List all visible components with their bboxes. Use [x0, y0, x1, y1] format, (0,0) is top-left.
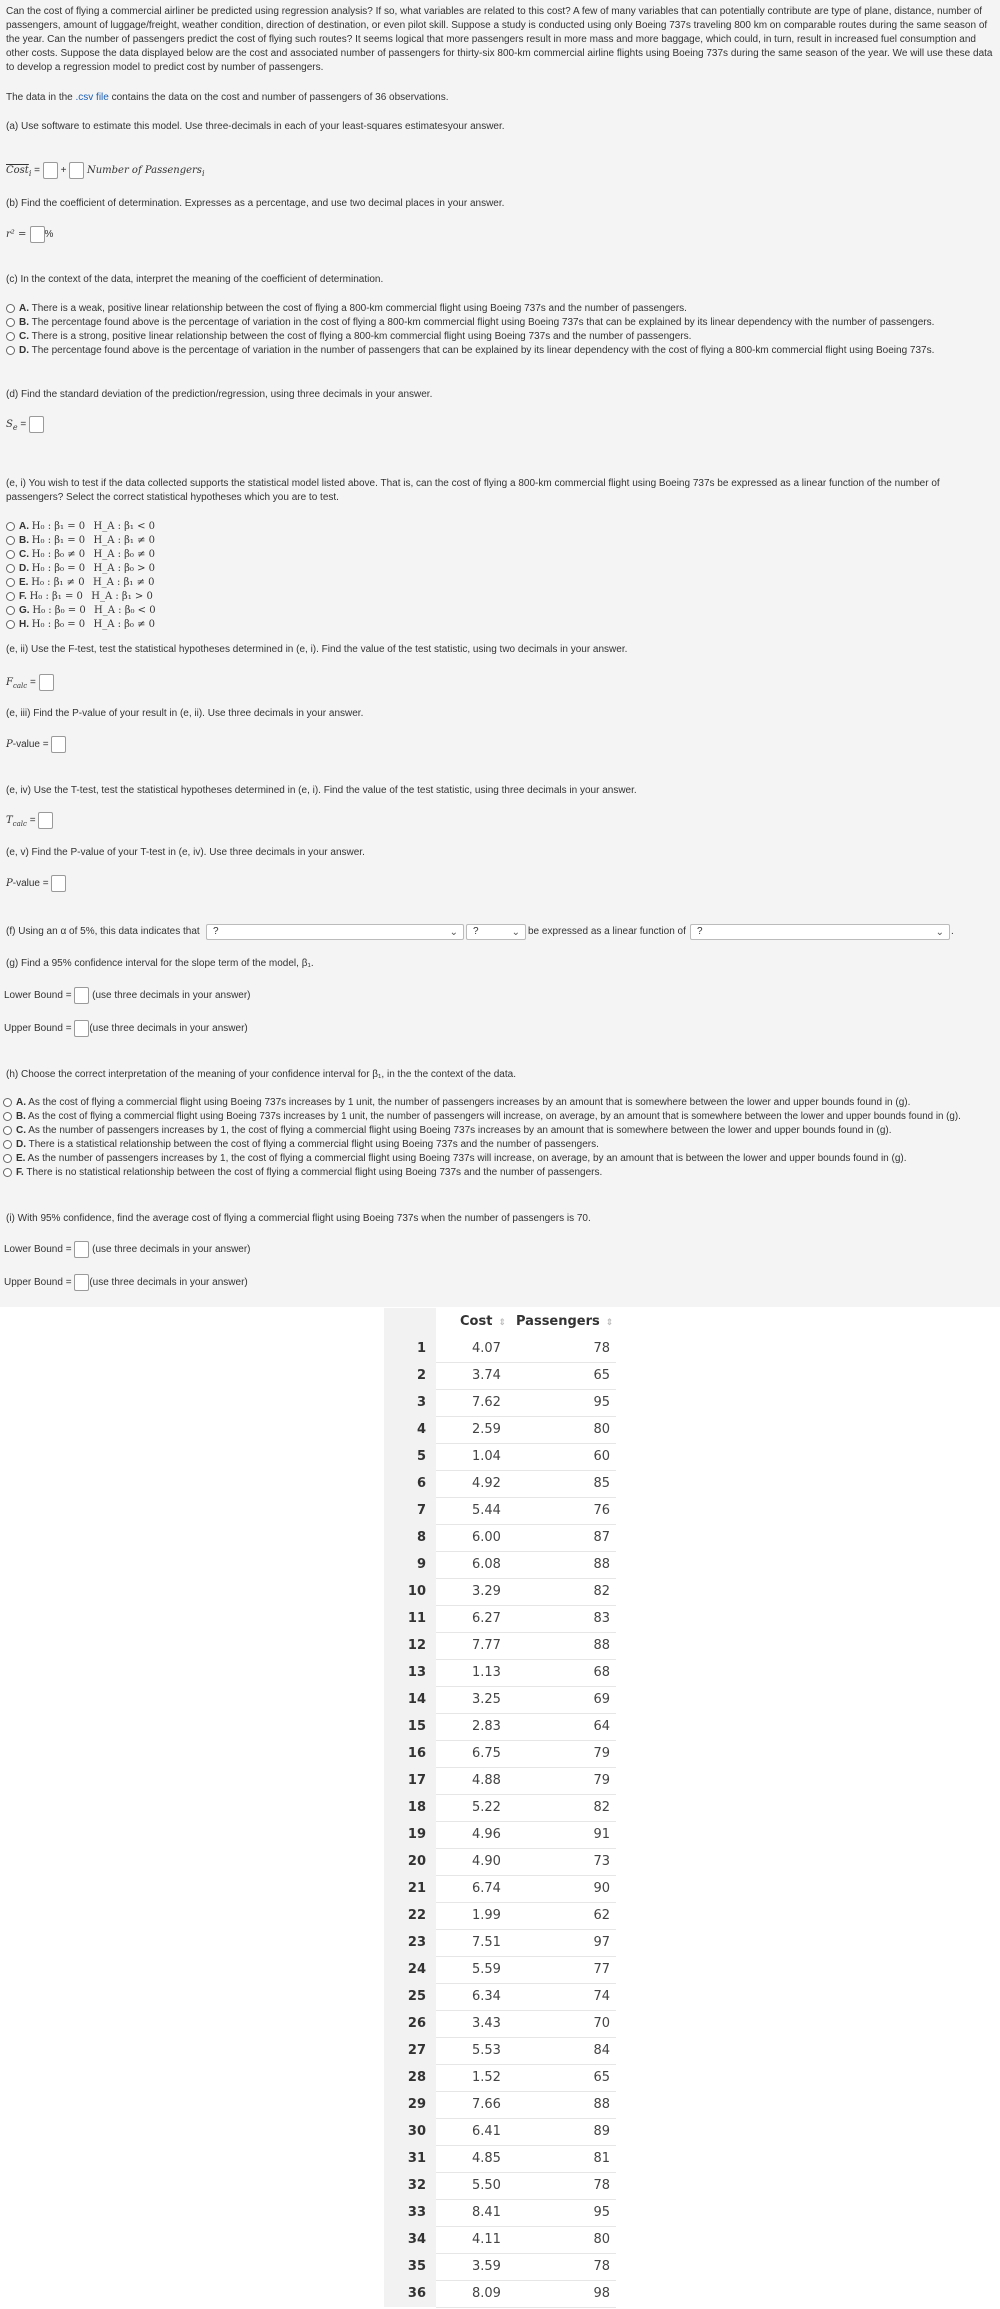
table-row — [384, 2253, 616, 2280]
passengers-cell: 65 — [514, 2064, 616, 2091]
table-row — [384, 1740, 616, 1767]
passengers-cell: 95 — [514, 2199, 616, 2226]
radio-icon[interactable] — [6, 564, 15, 573]
column-header-cost[interactable]: Cost ⇕ — [460, 1314, 506, 1329]
row-index: 26 — [384, 2010, 436, 2037]
passengers-cell: 88 — [514, 2091, 616, 2118]
passengers-cell: 97 — [514, 1929, 616, 1956]
table-row — [384, 1443, 616, 1470]
row-index: 27 — [384, 2037, 436, 2064]
table-row — [384, 2118, 616, 2145]
row-index: 5 — [384, 1443, 436, 1470]
part-ei-option-d[interactable]: D. H₀ : β₀ = 0 H_A : β₀ > 0 — [6, 562, 155, 576]
table-row — [384, 1767, 616, 1794]
table-row — [384, 2199, 616, 2226]
cost-cell: 6.27 — [436, 1605, 514, 1632]
passengers-cell: 74 — [514, 1983, 616, 2010]
chevron-down-icon: ⌄ — [449, 927, 458, 938]
passengers-cell: 62 — [514, 1902, 616, 1929]
part-b-equation: r² = % — [6, 226, 53, 243]
passengers-cell: 79 — [514, 1767, 616, 1794]
passengers-cell: 85 — [514, 1470, 616, 1497]
part-f-prefix: (f) Using an α of 5%, this data indicates that — [6, 926, 200, 937]
cost-cell: 7.77 — [436, 1632, 514, 1659]
table-row — [384, 1929, 616, 1956]
part-h-option-c[interactable]: C. As the number of passengers increases by 1, the cost of flying a commercial flight using Boeing 737s increases by an amount that is somewhere between the lower and upper bounds found in (g). — [3, 1124, 892, 1138]
table-row — [384, 1335, 616, 1362]
cost-cell: 6.41 — [436, 2118, 514, 2145]
part-eiv-equation: $T_{calc}$ = — [6, 812, 53, 831]
table-row — [384, 1605, 616, 1632]
row-index: 31 — [384, 2145, 436, 2172]
part-h-option-a[interactable]: A. As the cost of flying a commercial flight using Boeing 737s increases by 1 unit, the number of passengers increases by an amount that is somewhere between the lower and upper bounds found in (g). — [3, 1096, 910, 1110]
passengers-cell: 88 — [514, 1632, 616, 1659]
radio-icon[interactable] — [6, 304, 15, 313]
table-row — [384, 2280, 616, 2307]
row-index: 22 — [384, 1902, 436, 1929]
f-p-value-input[interactable] — [51, 736, 66, 753]
cost-cell: 6.08 — [436, 1551, 514, 1578]
passengers-cell: 82 — [514, 1794, 616, 1821]
passengers-cell: 60 — [514, 1443, 616, 1470]
part-ei-option-h[interactable]: H. H₀ : β₀ = 0 H_A : β₀ ≠ 0 — [6, 618, 155, 632]
table-row — [384, 1875, 616, 1902]
row-index: 25 — [384, 1983, 436, 2010]
radio-icon[interactable] — [6, 592, 15, 601]
row-index: 36 — [384, 2280, 436, 2307]
cost-cell: 6.34 — [436, 1983, 514, 2010]
row-index: 29 — [384, 2091, 436, 2118]
part-c-option-b[interactable]: B. The percentage found above is the percentage of variation in the cost of flying a 800-km commercial flight using Boeing 737s that can be explained by its linear dependency with the number of passengers. — [6, 316, 934, 330]
cost-cell: 4.90 — [436, 1848, 514, 1875]
row-index: 32 — [384, 2172, 436, 2199]
row-index: 3 — [384, 1389, 436, 1416]
part-c-option-d[interactable]: D. The percentage found above is the percentage of variation in the number of passengers that can be explained by its linear dependency with the cost of flying a 800-km commercial flight using Boeing 737s. — [6, 344, 934, 358]
slope-input[interactable] — [69, 162, 84, 179]
table-row — [384, 1389, 616, 1416]
passengers-cell: 64 — [514, 1713, 616, 1740]
table-row — [384, 1578, 616, 1605]
passengers-cell: 69 — [514, 1686, 616, 1713]
row-index: 13 — [384, 1659, 436, 1686]
row-index: 2 — [384, 1362, 436, 1389]
part-g-prompt: (g) Find a 95% confidence interval for the slope term of the model, β₁. — [6, 958, 314, 969]
part-h-prompt: (h) Choose the correct interpretation of the meaning of your confidence interval for β₁, in the the context of the data. — [6, 1069, 516, 1080]
radio-icon[interactable] — [6, 346, 15, 355]
cost-cell: 1.13 — [436, 1659, 514, 1686]
slope-lower-bound: Lower Bound = (use three decimals in your answer) — [4, 987, 251, 1004]
part-ei-option-g[interactable]: G. H₀ : β₀ = 0 H_A : β₀ < 0 — [6, 604, 156, 618]
part-f-end: . — [951, 926, 954, 937]
cost-cell: 4.92 — [436, 1470, 514, 1497]
row-index: 33 — [384, 2199, 436, 2226]
passengers-cell: 84 — [514, 2037, 616, 2064]
cost-cell: 6.74 — [436, 1875, 514, 1902]
intercept-input[interactable] — [43, 162, 58, 179]
part-ei-option-e[interactable]: E. H₀ : β₁ ≠ 0 H_A : β₁ ≠ 0 — [6, 576, 155, 590]
intro-text: Can the cost of flying a commercial airliner be predicted using regression analysis? If so, what variables are related to this cost? A few of many variables that can potentially contribute are type of plane, distance, number of passengers, amount of luggage/freight, weather condition, direction of destination, or even pilot skill. Suppose a study is conducted using only Boeing 737s traveling 800 km on comparable routes during the same season of the year. Can the number of passengers predict the cost of flying such routes? It seems logical that more passengers result in more mass and more baggage, which could, in turn, result in increased fuel consumption and other costs. Suppose the data displayed below are the cost and associated number of passengers for thirty-six 800-km commercial airline flights using Boeing 737s during the same season of the year. We will use these data to develop a regression model to predict cost by number of passengers. — [6, 6, 993, 73]
row-index: 17 — [384, 1767, 436, 1794]
table-row — [384, 2172, 616, 2199]
cost-cell: 5.50 — [436, 2172, 514, 2199]
cost-cell: 3.74 — [436, 1362, 514, 1389]
data-table — [384, 1308, 616, 2308]
row-index: 19 — [384, 1821, 436, 1848]
passengers-cell: 76 — [514, 1497, 616, 1524]
row-index: 14 — [384, 1686, 436, 1713]
cost-cell: 5.44 — [436, 1497, 514, 1524]
radio-icon[interactable] — [6, 578, 15, 587]
part-a-prompt: (a) Use software to estimate this model. Use three-decimals in each of your least-squares estimatesyour answer. — [6, 121, 505, 132]
mean-upper-input[interactable] — [74, 1274, 89, 1291]
part-eiii-prompt: (e, iii) Find the P-value of your result in (e, ii). Use three decimals in your answer. — [6, 708, 364, 719]
table-row — [384, 1497, 616, 1524]
cost-cell: 5.53 — [436, 2037, 514, 2064]
table-row — [384, 1551, 616, 1578]
row-index: 30 — [384, 2118, 436, 2145]
cost-cell: 1.99 — [436, 1902, 514, 1929]
table-row — [384, 1983, 616, 2010]
part-ei-option-c[interactable]: C. H₀ : β₀ ≠ 0 H_A : β₀ ≠ 0 — [6, 548, 155, 562]
row-index: 12 — [384, 1632, 436, 1659]
part-eii-prompt: (e, ii) Use the F-test, test the statistical hypotheses determined in (e, i). Find the value of the test statistic, using two decimals in your answer. — [6, 644, 628, 655]
row-index: 7 — [384, 1497, 436, 1524]
cost-cell: 2.83 — [436, 1713, 514, 1740]
table-row — [384, 2091, 616, 2118]
radio-icon[interactable] — [6, 606, 15, 615]
radio-icon[interactable] — [6, 550, 15, 559]
passengers-cell: 80 — [514, 2226, 616, 2253]
cost-cell: 3.43 — [436, 2010, 514, 2037]
row-index: 16 — [384, 1740, 436, 1767]
part-ev-equation: P-value = — [6, 875, 66, 892]
cost-cell: 6.75 — [436, 1740, 514, 1767]
table-row — [384, 2064, 616, 2091]
part-ei-option-a[interactable]: A. H₀ : β₁ = 0 H_A : β₁ < 0 — [6, 520, 155, 534]
row-index: 21 — [384, 1875, 436, 1902]
cost-cell: 5.59 — [436, 1956, 514, 1983]
cost-cell: 4.96 — [436, 1821, 514, 1848]
row-index: 1 — [384, 1335, 436, 1362]
passengers-cell: 68 — [514, 1659, 616, 1686]
cost-cell: 7.51 — [436, 1929, 514, 1956]
row-index: 18 — [384, 1794, 436, 1821]
passengers-cell: 65 — [514, 1362, 616, 1389]
passengers-cell: 95 — [514, 1389, 616, 1416]
table-row — [384, 2226, 616, 2253]
row-index: 4 — [384, 1416, 436, 1443]
radio-icon[interactable] — [6, 332, 15, 341]
table-row — [384, 1713, 616, 1740]
part-a-equation: Cost$_i$ = + Number of Passengers$_i$ — [6, 162, 205, 181]
passengers-cell: 87 — [514, 1524, 616, 1551]
row-index: 20 — [384, 1848, 436, 1875]
sort-icon[interactable]: ⇕ — [498, 1318, 506, 1328]
part-c-option-a[interactable]: A. There is a weak, positive linear relationship between the cost of flying a 800-km commercial flight using Boeing 737s and the number of passengers. — [6, 302, 687, 316]
passengers-cell: 73 — [514, 1848, 616, 1875]
table-row — [384, 1362, 616, 1389]
cost-cell: 7.66 — [436, 2091, 514, 2118]
cost-cell: 2.59 — [436, 1416, 514, 1443]
table-row — [384, 2037, 616, 2064]
passengers-cell: 78 — [514, 2172, 616, 2199]
row-index: 9 — [384, 1551, 436, 1578]
passengers-cell: 78 — [514, 1335, 616, 1362]
part-ei-option-f[interactable]: F. H₀ : β₁ = 0 H_A : β₁ > 0 — [6, 590, 153, 604]
part-b-prompt: (b) Find the coefficient of determination. Expresses as a percentage, and use two decimal places in your answer. — [6, 198, 505, 209]
csv-file-link[interactable]: .csv file — [75, 92, 109, 103]
table-row — [384, 2145, 616, 2172]
mean-lower-bound: Lower Bound = (use three decimals in your answer) — [4, 1241, 251, 1258]
row-index: 15 — [384, 1713, 436, 1740]
cost-cell: 1.04 — [436, 1443, 514, 1470]
cost-cell: 1.52 — [436, 2064, 514, 2091]
radio-icon[interactable] — [3, 1168, 12, 1177]
radio-icon[interactable] — [6, 536, 15, 545]
passengers-cell: 90 — [514, 1875, 616, 1902]
row-index: 28 — [384, 2064, 436, 2091]
mean-lower-input[interactable] — [74, 1241, 89, 1258]
cost-cell: 8.09 — [436, 2280, 514, 2307]
t-p-value-input[interactable] — [51, 875, 66, 892]
row-index: 10 — [384, 1578, 436, 1605]
table-row — [384, 1902, 616, 1929]
cost-cell: 4.11 — [436, 2226, 514, 2253]
part-ei-option-b[interactable]: B. H₀ : β₁ = 0 H_A : β₁ ≠ 0 — [6, 534, 155, 548]
passengers-cell: 79 — [514, 1740, 616, 1767]
can-cannot-select[interactable]: ? ⌄ — [466, 924, 526, 940]
passengers-cell: 70 — [514, 2010, 616, 2037]
part-h-option-e[interactable]: E. As the number of passengers increases by 1, the cost of flying a commercial flight using Boeing 737s will increase, on average, by an amount that is between the lower and upper bounds found in (g). — [3, 1152, 907, 1166]
slope-lower-input[interactable] — [74, 987, 89, 1004]
part-h-option-f[interactable]: F. There is no statistical relationship between the cost of flying a commercial flight using Boeing 737s and the number of passengers. — [3, 1166, 602, 1180]
sort-icon[interactable]: ⇕ — [605, 1318, 614, 1328]
cost-cell: 4.07 — [436, 1335, 514, 1362]
part-c-prompt: (c) In the context of the data, interpret the meaning of the coefficient of determination. — [6, 274, 384, 285]
row-index: 8 — [384, 1524, 436, 1551]
cost-cell: 4.85 — [436, 2145, 514, 2172]
data-table-body — [384, 1335, 616, 2307]
cost-cell: 3.29 — [436, 1578, 514, 1605]
part-d-prompt: (d) Find the standard deviation of the prediction/regression, using three decimals in your answer. — [6, 389, 433, 400]
table-row — [384, 1848, 616, 1875]
part-h-option-b[interactable]: B. As the cost of flying a commercial flight using Boeing 737s increases by 1 unit, the number of passengers will increase, on average, by an amount that is somewhere between the lower and upper bounds found in (g). — [3, 1110, 961, 1124]
radio-icon[interactable] — [3, 1098, 12, 1107]
part-h-option-d[interactable]: D. There is a statistical relationship between the cost of flying a commercial flight using Boeing 737s and the number of passengers. — [3, 1138, 599, 1152]
table-row — [384, 1659, 616, 1686]
chevron-down-icon: ⌄ — [511, 927, 520, 938]
part-ei-prompt: (e, i) You wish to test if the data collected supports the statistical model listed above. That is, can the cost of flying a 800-km commercial flight using Boeing 737s be expressed as a linear function of the number of passengers? Select the correct statistical hypotheses which you are to test. — [6, 478, 940, 503]
passengers-cell: 81 — [514, 2145, 616, 2172]
row-index: 23 — [384, 1929, 436, 1956]
table-row — [384, 1524, 616, 1551]
cost-cell: 6.00 — [436, 1524, 514, 1551]
row-index: 6 — [384, 1470, 436, 1497]
radio-icon[interactable] — [3, 1126, 12, 1135]
radio-icon[interactable] — [3, 1140, 12, 1149]
t-calc-input[interactable] — [38, 812, 53, 829]
table-row — [384, 1470, 616, 1497]
conclusion-select[interactable]: ? ⌄ — [206, 924, 464, 940]
passengers-cell: 98 — [514, 2280, 616, 2307]
row-index: 24 — [384, 1956, 436, 1983]
table-row — [384, 1686, 616, 1713]
part-ev-prompt: (e, v) Find the P-value of your T-test in (e, iv). Use three decimals in your answer. — [6, 847, 365, 858]
part-f-middle: be expressed as a linear function of — [528, 926, 686, 937]
f-calc-input[interactable] — [39, 674, 54, 691]
radio-icon[interactable] — [6, 620, 15, 629]
table-row — [384, 1956, 616, 1983]
passengers-cell: 80 — [514, 1416, 616, 1443]
mean-upper-bound: Upper Bound = (use three decimals in your answer) — [4, 1274, 248, 1291]
row-index: 34 — [384, 2226, 436, 2253]
part-eiv-prompt: (e, iv) Use the T-test, test the statistical hypotheses determined in (e, i). Find the value of the test statistic, using three decimals in your answer. — [6, 785, 637, 796]
cost-cell: 7.62 — [436, 1389, 514, 1416]
column-header-passengers[interactable]: Passengers ⇕ — [516, 1314, 614, 1329]
cost-cell: 3.59 — [436, 2253, 514, 2280]
passengers-cell: 91 — [514, 1821, 616, 1848]
table-row — [384, 2010, 616, 2037]
passengers-cell: 88 — [514, 1551, 616, 1578]
radio-icon[interactable] — [3, 1112, 12, 1121]
part-i-prompt: (i) With 95% confidence, find the average cost of flying a commercial flight using Boeing 737s when the number of passengers is 70. — [6, 1213, 591, 1224]
row-index: 35 — [384, 2253, 436, 2280]
passengers-cell: 89 — [514, 2118, 616, 2145]
slope-upper-bound: Upper Bound = (use three decimals in your answer) — [4, 1020, 248, 1037]
cost-cell: 4.88 — [436, 1767, 514, 1794]
passengers-cell: 77 — [514, 1956, 616, 1983]
passengers-cell: 78 — [514, 2253, 616, 2280]
r-squared-input[interactable] — [30, 226, 45, 243]
radio-icon[interactable] — [3, 1154, 12, 1163]
passengers-cell: 83 — [514, 1605, 616, 1632]
table-row — [384, 1794, 616, 1821]
cost-cell: 5.22 — [436, 1794, 514, 1821]
table-row — [384, 1632, 616, 1659]
part-eii-equation: $F_{calc}$ = — [6, 674, 54, 693]
part-eiii-equation: P-value = — [6, 736, 66, 753]
cost-cell: 3.25 — [436, 1686, 514, 1713]
row-index-header — [384, 1308, 436, 1335]
variable-select[interactable]: ? ⌄ — [690, 924, 950, 940]
radio-icon[interactable] — [6, 522, 15, 531]
cost-cell: 8.41 — [436, 2199, 514, 2226]
radio-icon[interactable] — [6, 318, 15, 327]
table-row — [384, 1821, 616, 1848]
chevron-down-icon: ⌄ — [935, 927, 944, 938]
part-d-equation: $S_e$ = — [6, 416, 44, 435]
passengers-cell: 82 — [514, 1578, 616, 1605]
table-row — [384, 1416, 616, 1443]
slope-upper-input[interactable] — [74, 1020, 89, 1037]
data-file-text: The data in the .csv file contains the data on the cost and number of passengers of 36 observations. — [6, 92, 449, 103]
row-index: 11 — [384, 1605, 436, 1632]
std-dev-input[interactable] — [29, 416, 44, 433]
part-c-option-c[interactable]: C. There is a strong, positive linear relationship between the cost of flying a 800-km commercial flight using Boeing 737s and the number of passengers. — [6, 330, 691, 344]
